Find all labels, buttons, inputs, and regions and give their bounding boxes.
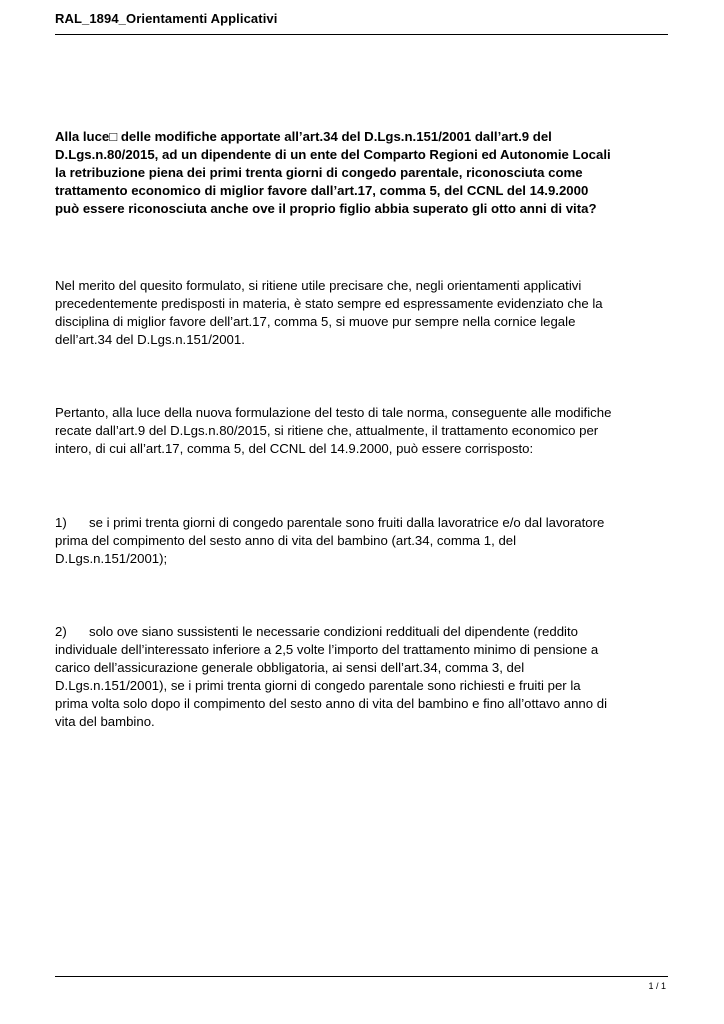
list-item-line: carico dell’assicurazione generale obbligatoria, ai sensi dell’art.34, comma 3, del	[55, 660, 525, 675]
paragraph-line: disciplina di miglior favore dell’art.17, comma 5, si muove pur sempre nella cornice legale	[55, 314, 576, 329]
question-paragraph	[55, 128, 675, 218]
list-item-line: prima volta solo dopo il compimento del sesto anno di vita del bambino e fino all’ottavo anno di	[55, 696, 608, 711]
header-divider	[55, 34, 668, 35]
question-line: Alla luce□ delle modifiche apportate all’art.34 del D.Lgs.n.151/2001 dall’art.9 del	[55, 129, 552, 144]
list-item-line	[55, 623, 675, 641]
question-line: trattamento economico di miglior favore dall’art.17, comma 5, del CCNL del 14.9.2000	[55, 183, 589, 198]
paragraph-line: intero, di cui all’art.17, comma 5, del CCNL del 14.9.2000, può essere corrisposto:	[55, 441, 534, 456]
list-item-1	[55, 514, 675, 568]
list-item-number: 1)	[55, 515, 67, 530]
list-item-line	[55, 514, 675, 532]
list-item-line: D.Lgs.n.151/2001);	[55, 551, 168, 566]
list-item-line: prima del compimento del sesto anno di vita del bambino (art.34, comma 1, del	[55, 533, 517, 548]
question-line: D.Lgs.n.80/2015, ad un dipendente di un ente del Comparto Regioni ed Autonomie Locali	[55, 147, 611, 162]
list-item-number: 2)	[55, 624, 67, 639]
list-item-text: solo ove siano sussistenti le necessarie condizioni reddituali del dipendente (reddito	[89, 624, 578, 639]
answer-paragraph-1	[55, 277, 675, 349]
list-item-line: vita del bambino.	[55, 714, 155, 729]
paragraph-line: recate dall’art.9 del D.Lgs.n.80/2015, si ritiene che, attualmente, il trattamento economico per	[55, 423, 599, 438]
paragraph-line: Nel merito del quesito formulato, si ritiene utile precisare che, negli orientamenti applicativi	[55, 278, 582, 293]
paragraph-line: precedentemente predisposti in materia, è stato sempre ed espressamente evidenziato che la	[55, 296, 603, 311]
list-item-2	[55, 623, 675, 731]
page-indicator: 1 / 1	[648, 981, 666, 991]
question-line: la retribuzione piena dei primi trenta giorni di congedo parentale, riconosciuta come	[55, 165, 583, 180]
list-item-line: individuale dell’interessato inferiore a 2,5 volte l’importo del trattamento minimo di pensione a	[55, 642, 599, 657]
question-line: può essere riconosciuta anche ove il proprio figlio abbia superato gli otto anni di vita?	[55, 201, 597, 216]
paragraph-line: Pertanto, alla luce della nuova formulazione del testo di tale norma, conseguente alle modifiche	[55, 405, 612, 420]
answer-paragraph-2	[55, 404, 675, 458]
document-header-title: RAL_1894_Orientamenti Applicativi	[55, 11, 278, 26]
paragraph-line: dell’art.34 del D.Lgs.n.151/2001.	[55, 332, 245, 347]
list-item-text: se i primi trenta giorni di congedo parentale sono fruiti dalla lavoratrice e/o dal lavoratore	[89, 515, 605, 530]
list-item-line: D.Lgs.n.151/2001), se i primi trenta giorni di congedo parentale sono richiesti e fruiti per la	[55, 678, 581, 693]
footer-divider	[55, 976, 668, 977]
